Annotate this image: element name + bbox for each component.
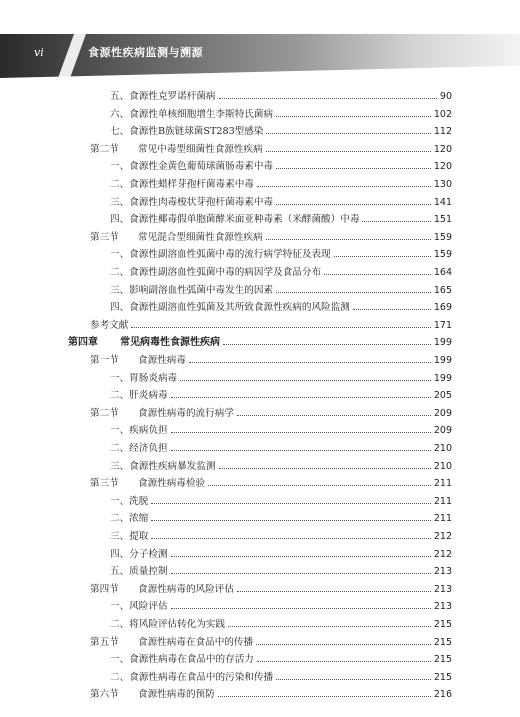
toc-entry-text: 食源性病毒 xyxy=(138,355,186,366)
toc-item-row[interactable] xyxy=(110,596,452,612)
toc-entry-title xyxy=(90,317,128,331)
toc-page-number: 211 xyxy=(433,495,452,507)
toc-entry-title xyxy=(110,246,331,260)
toc-entry-text: 二、食源性副溶血性弧菌中毒的病因学及食品分布 xyxy=(110,267,322,278)
toc-page-number: 210 xyxy=(433,443,452,454)
toc-item-row[interactable] xyxy=(110,121,452,137)
dot-leader xyxy=(151,502,430,504)
toc-page-number: 165 xyxy=(433,284,452,296)
toc-item-row[interactable] xyxy=(110,156,452,172)
dot-leader xyxy=(171,607,431,609)
toc-item-row[interactable] xyxy=(110,104,452,120)
toc-item-row[interactable] xyxy=(110,420,452,436)
dot-leader xyxy=(228,625,431,627)
toc-entry-title xyxy=(110,387,168,401)
toc-item-row[interactable] xyxy=(110,192,452,208)
toc-entry-text: 食源性病毒的预防 xyxy=(138,689,215,701)
toc-page-number: 159 xyxy=(433,231,452,243)
toc-entry-text: 常见中毒型细菌性食源性疾病 xyxy=(138,143,263,155)
toc-item-row[interactable] xyxy=(110,368,452,384)
toc-page-number: 209 xyxy=(433,425,452,437)
toc-entry-number: 第四节 xyxy=(90,583,119,595)
toc-page-number: 141 xyxy=(433,196,452,208)
page-header xyxy=(0,34,520,78)
toc-entry-title xyxy=(90,141,263,155)
dot-leader xyxy=(180,379,431,381)
toc-entry-text: 常见病毒性食源性疾病 xyxy=(120,337,220,349)
toc-entry-text: 一、食源性副溶血性弧菌中毒的流行病学特征及表现 xyxy=(110,249,331,261)
dot-leader xyxy=(189,361,431,363)
toc-entry-title xyxy=(110,422,168,436)
toc-page-number: 215 xyxy=(433,671,452,683)
toc-entry-text: 二、将风险评估转化为实践 xyxy=(110,619,226,630)
toc-item-row[interactable] xyxy=(110,438,452,454)
toc-entry-title xyxy=(90,475,205,489)
toc-entry-title xyxy=(110,598,168,612)
toc-entry-title xyxy=(110,546,168,560)
toc-page-number: 169 xyxy=(433,302,452,314)
toc-section-row[interactable] xyxy=(90,632,452,648)
toc-entry-title xyxy=(110,458,216,472)
toc-page-number: 211 xyxy=(433,478,452,490)
toc-page-number: 112 xyxy=(433,126,452,138)
toc-entry-title xyxy=(110,370,177,384)
dot-leader xyxy=(257,660,431,662)
toc-chapter-row[interactable] xyxy=(68,332,452,348)
toc-entry-title xyxy=(110,123,263,137)
dot-leader xyxy=(237,414,431,416)
dot-leader xyxy=(219,467,431,469)
dot-leader xyxy=(266,150,431,152)
toc-item-row[interactable] xyxy=(110,491,452,507)
toc-page-number: 215 xyxy=(433,654,452,666)
toc-page-number: 159 xyxy=(433,249,452,261)
toc-item-row[interactable] xyxy=(110,297,452,313)
page-number: vi xyxy=(34,46,44,59)
toc-entry-text: 二、经济负担 xyxy=(110,443,168,454)
toc-item-row[interactable] xyxy=(110,544,452,560)
dot-leader xyxy=(131,326,430,328)
toc-entry-text: 四、食源性副溶血性弧菌及其所致食源性疾病的风险监测 xyxy=(110,302,350,314)
toc-entry-title xyxy=(110,651,254,665)
toc-page-number: 205 xyxy=(433,390,452,402)
toc-entry-title xyxy=(90,581,234,595)
toc-entry-title xyxy=(110,158,273,172)
toc-entry-text: 三、影响副溶血性弧菌中毒发生的因素 xyxy=(110,284,274,296)
toc-entry-number: 第四章 xyxy=(68,337,98,349)
dot-leader xyxy=(334,255,431,257)
toc-item-row[interactable] xyxy=(110,86,452,102)
toc-entry-text: 常见混合型细菌性食源性疾病 xyxy=(138,231,263,243)
toc-item-row[interactable] xyxy=(110,385,452,401)
toc-entry-title xyxy=(110,282,273,296)
toc-entry-number: 第二节 xyxy=(90,407,119,419)
toc-entry-text: 一、食源性金黄色葡萄球菌肠毒素中毒 xyxy=(110,161,274,173)
toc-entry-text: 二、浓缩 xyxy=(110,513,149,525)
toc-entry-text: 食源性病毒检验 xyxy=(138,478,206,490)
toc-entry-title xyxy=(110,440,168,454)
toc-entry-number: 第三节 xyxy=(90,478,119,490)
toc-entry-title xyxy=(90,352,186,366)
dot-leader xyxy=(266,132,430,134)
toc-page-number: 212 xyxy=(433,548,452,560)
toc-page-number: 212 xyxy=(433,531,452,542)
toc-item-row[interactable] xyxy=(110,667,452,683)
toc-item-row[interactable] xyxy=(110,456,452,472)
toc-entry-title xyxy=(110,563,168,577)
toc-page-number: 211 xyxy=(433,513,452,525)
dot-leader xyxy=(276,291,431,293)
toc-section-row[interactable] xyxy=(90,403,452,419)
dot-leader xyxy=(219,97,437,99)
toc-entry-text: 五、质量控制 xyxy=(110,566,168,578)
toc-page-number: 199 xyxy=(433,372,452,384)
dot-leader xyxy=(171,449,431,451)
dot-leader xyxy=(223,343,431,345)
toc-entry-title xyxy=(90,405,234,419)
toc-page-number: 199 xyxy=(433,337,452,349)
toc-page-number: 199 xyxy=(433,355,452,366)
toc-page-number: 120 xyxy=(433,143,452,155)
dot-leader xyxy=(171,555,431,557)
dot-leader xyxy=(151,519,430,521)
toc-page-number: 216 xyxy=(433,689,452,701)
toc-page-number: 151 xyxy=(433,214,452,226)
toc-page-number: 210 xyxy=(433,460,452,472)
toc-item-row[interactable] xyxy=(110,508,452,524)
toc-item-row[interactable] xyxy=(110,244,452,260)
toc-entry-text: 食源性病毒的风险评估 xyxy=(138,583,234,595)
dot-leader xyxy=(256,643,431,645)
toc-entry-title xyxy=(110,299,350,313)
toc-entry-title xyxy=(110,669,273,683)
toc-section-row[interactable] xyxy=(90,350,452,366)
toc-item-row[interactable] xyxy=(110,280,452,296)
toc-entry-text: 一、洗脱 xyxy=(110,495,149,507)
book-title: 食源性疾病监测与溯源 xyxy=(88,46,203,59)
dot-leader xyxy=(276,678,431,680)
dot-leader xyxy=(353,308,431,310)
toc-page-number: 164 xyxy=(433,267,452,278)
toc-entry-text: 一、食源性病毒在食品中的存活力 xyxy=(110,654,254,666)
dot-leader xyxy=(266,238,431,240)
toc-page-number: 213 xyxy=(433,583,452,595)
toc-entry-title xyxy=(90,686,215,700)
toc-page-number: 215 xyxy=(433,636,452,648)
toc-entry-title xyxy=(110,106,273,120)
dot-leader xyxy=(276,115,431,117)
toc-entry-text: 三、食源性疾病暴发监测 xyxy=(110,460,216,472)
toc-entry-text: 食源性病毒的流行病学 xyxy=(138,407,234,419)
toc-entry-number: 第五节 xyxy=(90,636,119,648)
dot-leader xyxy=(151,537,430,539)
toc-entry-text: 五、食源性克罗诺杆菌病 xyxy=(110,91,216,102)
toc-item-row[interactable] xyxy=(110,561,452,577)
toc-entry-text: 二、肝炎病毒 xyxy=(110,390,168,402)
toc-item-row[interactable] xyxy=(110,649,452,665)
dot-leader xyxy=(218,695,431,697)
toc-entry-text: 三、提取 xyxy=(110,531,149,542)
toc-section-row[interactable] xyxy=(90,684,452,700)
toc-entry-title xyxy=(110,616,225,630)
dot-leader xyxy=(208,484,431,486)
dot-leader xyxy=(257,185,431,187)
toc-entry-text: 一、风险评估 xyxy=(110,601,168,613)
toc-entry-text: 参考文献 xyxy=(90,319,129,331)
toc-entry-text: 二、食源性蜡样芽孢杆菌毒素中毒 xyxy=(110,179,254,190)
dot-leader xyxy=(276,167,431,169)
toc-entry-text: 七、食源性B族链球菌ST283型感染 xyxy=(110,126,264,138)
toc-page-number: 120 xyxy=(433,161,452,173)
toc-page-number: 171 xyxy=(433,319,452,331)
toc-page-number: 213 xyxy=(433,601,452,613)
toc-entry-text: 六、食源性单核细胞增生李斯特氏菌病 xyxy=(110,108,274,120)
toc-section-row[interactable] xyxy=(90,473,452,489)
toc-entry-title xyxy=(110,176,254,190)
toc-page-number: 102 xyxy=(433,108,452,120)
toc-page-number: 90 xyxy=(439,91,452,102)
toc-entry-title xyxy=(90,634,253,648)
toc-item-row[interactable] xyxy=(110,526,452,542)
dot-leader xyxy=(362,220,430,222)
toc-entry-title xyxy=(110,510,148,524)
dot-leader xyxy=(171,572,431,574)
dot-leader xyxy=(237,590,431,592)
toc-entry-title xyxy=(110,194,273,208)
dot-leader xyxy=(171,431,431,433)
dot-leader xyxy=(324,273,431,275)
toc-entry-title xyxy=(110,264,321,278)
toc-entry-title xyxy=(68,333,220,348)
toc-section-row[interactable] xyxy=(90,227,452,243)
toc-page-number: 130 xyxy=(433,179,452,190)
toc-entry-number: 第六节 xyxy=(90,689,119,701)
toc-item-row[interactable] xyxy=(110,262,452,278)
toc-section-row[interactable] xyxy=(90,139,452,155)
toc-entry-title xyxy=(110,211,359,225)
dot-leader xyxy=(171,396,431,398)
toc-entry-title xyxy=(110,528,148,542)
toc-entry-text: 二、食源性病毒在食品中的污染和传播 xyxy=(110,671,274,683)
toc-entry-text: 四、食源性椰毒假单胞菌酵米面亚种毒素（米酵菌酸）中毒 xyxy=(110,214,360,226)
toc-page-number: 215 xyxy=(433,619,452,630)
toc-section-row[interactable] xyxy=(90,579,452,595)
toc-page-number: 213 xyxy=(433,566,452,578)
toc-entry-title xyxy=(110,493,148,507)
toc-entry-number: 第二节 xyxy=(90,143,119,155)
toc-entry-text: 食源性病毒在食品中的传播 xyxy=(138,636,254,648)
toc-item-row[interactable] xyxy=(110,174,452,190)
toc-page-number: 209 xyxy=(433,407,452,419)
toc-entry-title xyxy=(110,88,216,102)
toc-entry-number: 第三节 xyxy=(90,231,119,243)
toc-entry-title xyxy=(90,229,263,243)
dot-leader xyxy=(276,203,431,205)
toc-entry-text: 三、食源性肉毒梭状芽孢杆菌毒素中毒 xyxy=(110,196,274,208)
toc-entry-text: 一、疾病负担 xyxy=(110,425,168,437)
toc-entry-number: 第一节 xyxy=(90,355,119,366)
toc-item-row[interactable] xyxy=(110,209,452,225)
toc-references-row[interactable] xyxy=(90,315,452,331)
toc-item-row[interactable] xyxy=(110,614,452,630)
toc-entry-text: 四、分子检测 xyxy=(110,548,168,560)
toc-entry-text: 一、胃肠炎病毒 xyxy=(110,372,178,384)
